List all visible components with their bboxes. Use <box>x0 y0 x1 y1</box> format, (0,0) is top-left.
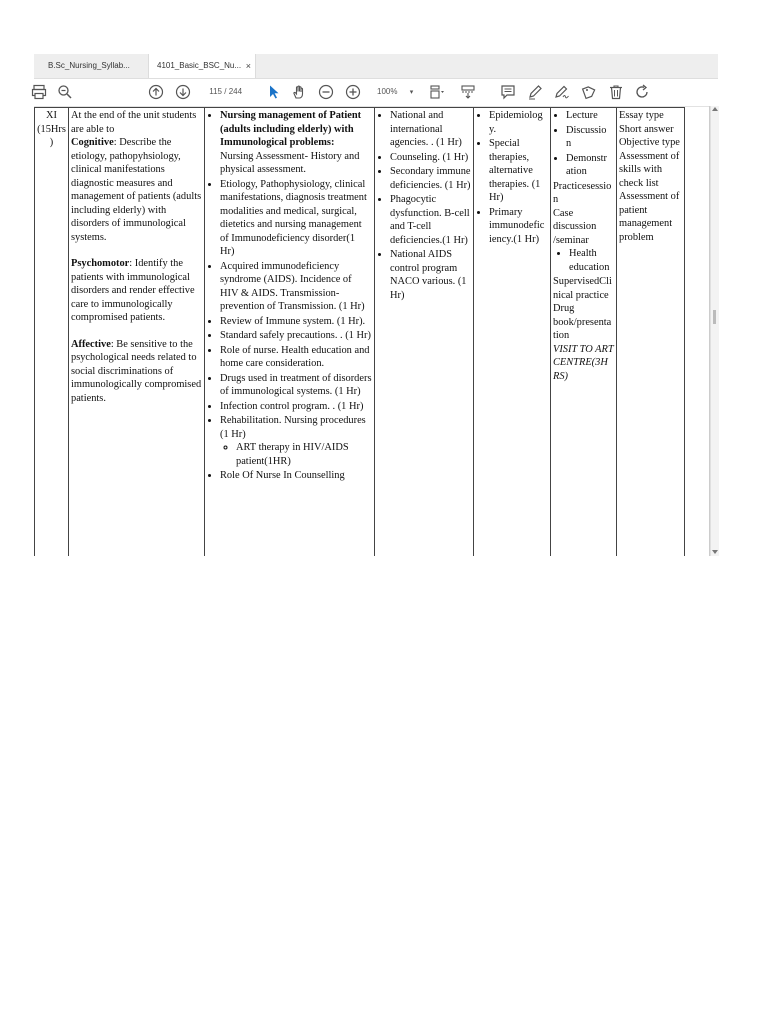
method-text: Drug book/presenta tion <box>553 303 612 341</box>
list-item: • Epidemiolog y. <box>489 109 548 136</box>
list-item: • Standard safely precautions. . (1 Hr) <box>220 329 372 343</box>
unit-number: XI <box>46 110 57 121</box>
page-up-icon[interactable] <box>147 83 165 101</box>
fit-page-icon[interactable] <box>428 83 446 101</box>
list-item: • Role of nurse. Health education and home care consideration. <box>220 344 372 371</box>
zoom-level: 100% <box>377 87 398 96</box>
list-item: • National AIDS control program NACO various. (1 Hr) <box>390 248 471 302</box>
list-item: • Secondary immune deficiencies. (1 Hr) <box>390 165 471 192</box>
page-separator: / <box>224 87 227 96</box>
list-item: • Demonstr ation <box>566 152 614 179</box>
total-pages: 244 <box>228 87 243 96</box>
delete-icon[interactable] <box>607 83 625 101</box>
signature-icon[interactable] <box>553 83 571 101</box>
objectives-intro: At the end of the unit students are able to <box>71 110 197 135</box>
zoom-in-icon[interactable] <box>344 83 362 101</box>
method-visit-text: VISIT TO ART CENTRE(3H RS) <box>553 343 614 382</box>
rotate-icon[interactable] <box>633 83 651 101</box>
list-item <box>220 414 372 468</box>
list-item: • Drugs used in treatment of disorders of immunological systems. (1 Hr) <box>220 372 372 399</box>
hand-icon[interactable] <box>290 83 308 101</box>
list-item: • National and international agencies. . (1 Hr) <box>390 109 471 150</box>
close-tab-icon[interactable]: × <box>245 61 251 71</box>
sub-list <box>220 441 372 468</box>
content-list-3 <box>476 109 548 246</box>
list-item <box>220 109 372 177</box>
tab-label: B.Sc_Nursing_Syllab... <box>48 61 130 70</box>
page-margin-column <box>686 106 710 556</box>
current-page-field[interactable]: 115 <box>209 87 222 96</box>
psychomotor-objective <box>71 257 202 325</box>
tab-bsc-nursing-syllabus[interactable] <box>40 54 140 78</box>
sub-list-item: ◦ ART therapy in HIV/AIDS patient(1HR) <box>236 441 372 468</box>
unit-hours: (15Hrs <box>37 123 66 135</box>
teaching-methods-cell <box>551 108 617 557</box>
content-cell-3 <box>474 108 551 557</box>
stamp-icon[interactable] <box>580 83 598 101</box>
print-icon[interactable] <box>30 83 48 101</box>
list-item-text: Rehabilitation. Nursing procedures (1 Hr) <box>220 415 366 440</box>
comment-icon[interactable] <box>499 83 517 101</box>
method-text: Practicesessio n <box>553 180 612 205</box>
marquee-icon[interactable] <box>459 83 477 101</box>
list-item: • Lecture <box>566 109 614 123</box>
vertical-scrollbar[interactable] <box>710 106 719 556</box>
page-down-icon[interactable] <box>174 83 192 101</box>
chevron-down-icon: ▾ <box>409 89 414 96</box>
pdf-viewer-window <box>34 54 718 556</box>
page-indicator[interactable] <box>202 87 242 96</box>
scroll-up-icon[interactable] <box>712 107 718 111</box>
content-cell <box>205 108 375 557</box>
document-page <box>34 107 718 556</box>
method-text: SupervisedCli nical practice <box>553 276 612 301</box>
content-heading: Nursing management of Patient (adults including elderly) with Immunological problems: <box>220 110 362 148</box>
select-cursor-icon[interactable] <box>265 83 283 101</box>
list-item: • Review of Immune system. (1 Hr). <box>220 315 372 329</box>
objectives-cell <box>69 108 205 557</box>
psychomotor-text: : Identify the patients with immunological disorders and render effective care to immunologically compromised patients. <box>71 258 195 323</box>
list-item: • Counseling. (1 Hr) <box>390 151 471 165</box>
content-list-2 <box>377 109 471 302</box>
zoom-dropdown[interactable] <box>377 87 413 96</box>
list-item: • Special therapies, alternative therapies. (1 Hr) <box>489 137 548 205</box>
list-item: • Phagocytic dysfunction. B-cell and T-cell deficiencies.(1 Hr) <box>390 193 471 247</box>
zoom-out-icon[interactable] <box>317 83 335 101</box>
content-list <box>207 109 372 483</box>
list-item: • Etiology, Pathophysiology, clinical manifestations, diagnosis treatment modalities and medical, surgical, dietetics and nursing management of Immunodeficiency disorder(1 Hr) <box>220 178 372 259</box>
toolbar <box>34 79 718 107</box>
affective-text: : Be sensitive to the psychological needs related to social discriminations of immunologically compromised patients. <box>71 338 202 404</box>
scrollbar-thumb[interactable] <box>713 310 716 324</box>
syllabus-table <box>34 107 685 556</box>
affective-label: Affective <box>71 338 111 350</box>
tab-basic-bsc-nursing[interactable] <box>148 54 256 78</box>
list-item: • Role Of Nurse In Counselling <box>220 469 372 483</box>
content-cell-2 <box>375 108 474 557</box>
list-item: • Primary immunodefic iency.(1 Hr) <box>489 206 548 247</box>
list-item: • Health education <box>569 247 614 274</box>
unit-cell <box>35 108 69 557</box>
cognitive-objective <box>71 136 202 244</box>
methods-list <box>553 109 614 179</box>
list-item: • Discussio n <box>566 124 614 151</box>
list-item: • Acquired immunodeficiency syndrome (AIDS). Incidence of HIV & AIDS. Transmission-prevention of Transmission. (1 Hr) <box>220 260 372 314</box>
assessment-cell <box>617 108 685 557</box>
method-text: Case discussion /seminar <box>553 207 597 246</box>
scroll-down-icon[interactable] <box>712 550 718 554</box>
unit-hours-close: ) <box>49 137 54 148</box>
content-heading-tail: Nursing Assessment- History and physical assessment. <box>220 150 360 175</box>
cognitive-label: Cognitive <box>71 137 114 148</box>
affective-objective <box>71 338 202 406</box>
tab-bar <box>34 54 718 79</box>
search-zoom-icon[interactable] <box>56 83 74 101</box>
tab-label: 4101_Basic_BSC_Nu... <box>157 61 242 70</box>
highlight-pen-icon[interactable] <box>526 83 544 101</box>
table-row <box>35 108 685 557</box>
methods-list-2 <box>553 247 614 274</box>
assessment-text: Essay type Short answer Objective type Assessment of skills with check list Assessment of patient management problem <box>619 110 680 243</box>
psychomotor-label: Psychomotor <box>71 258 130 269</box>
cognitive-text: : Describe the etiology, pathopyhsiology, clinical manifestations diagnostic measures and management of patients (adults including elderly) with disorders of immunological systems. <box>71 137 202 243</box>
list-item: • Infection control program. . (1 Hr) <box>220 400 372 414</box>
